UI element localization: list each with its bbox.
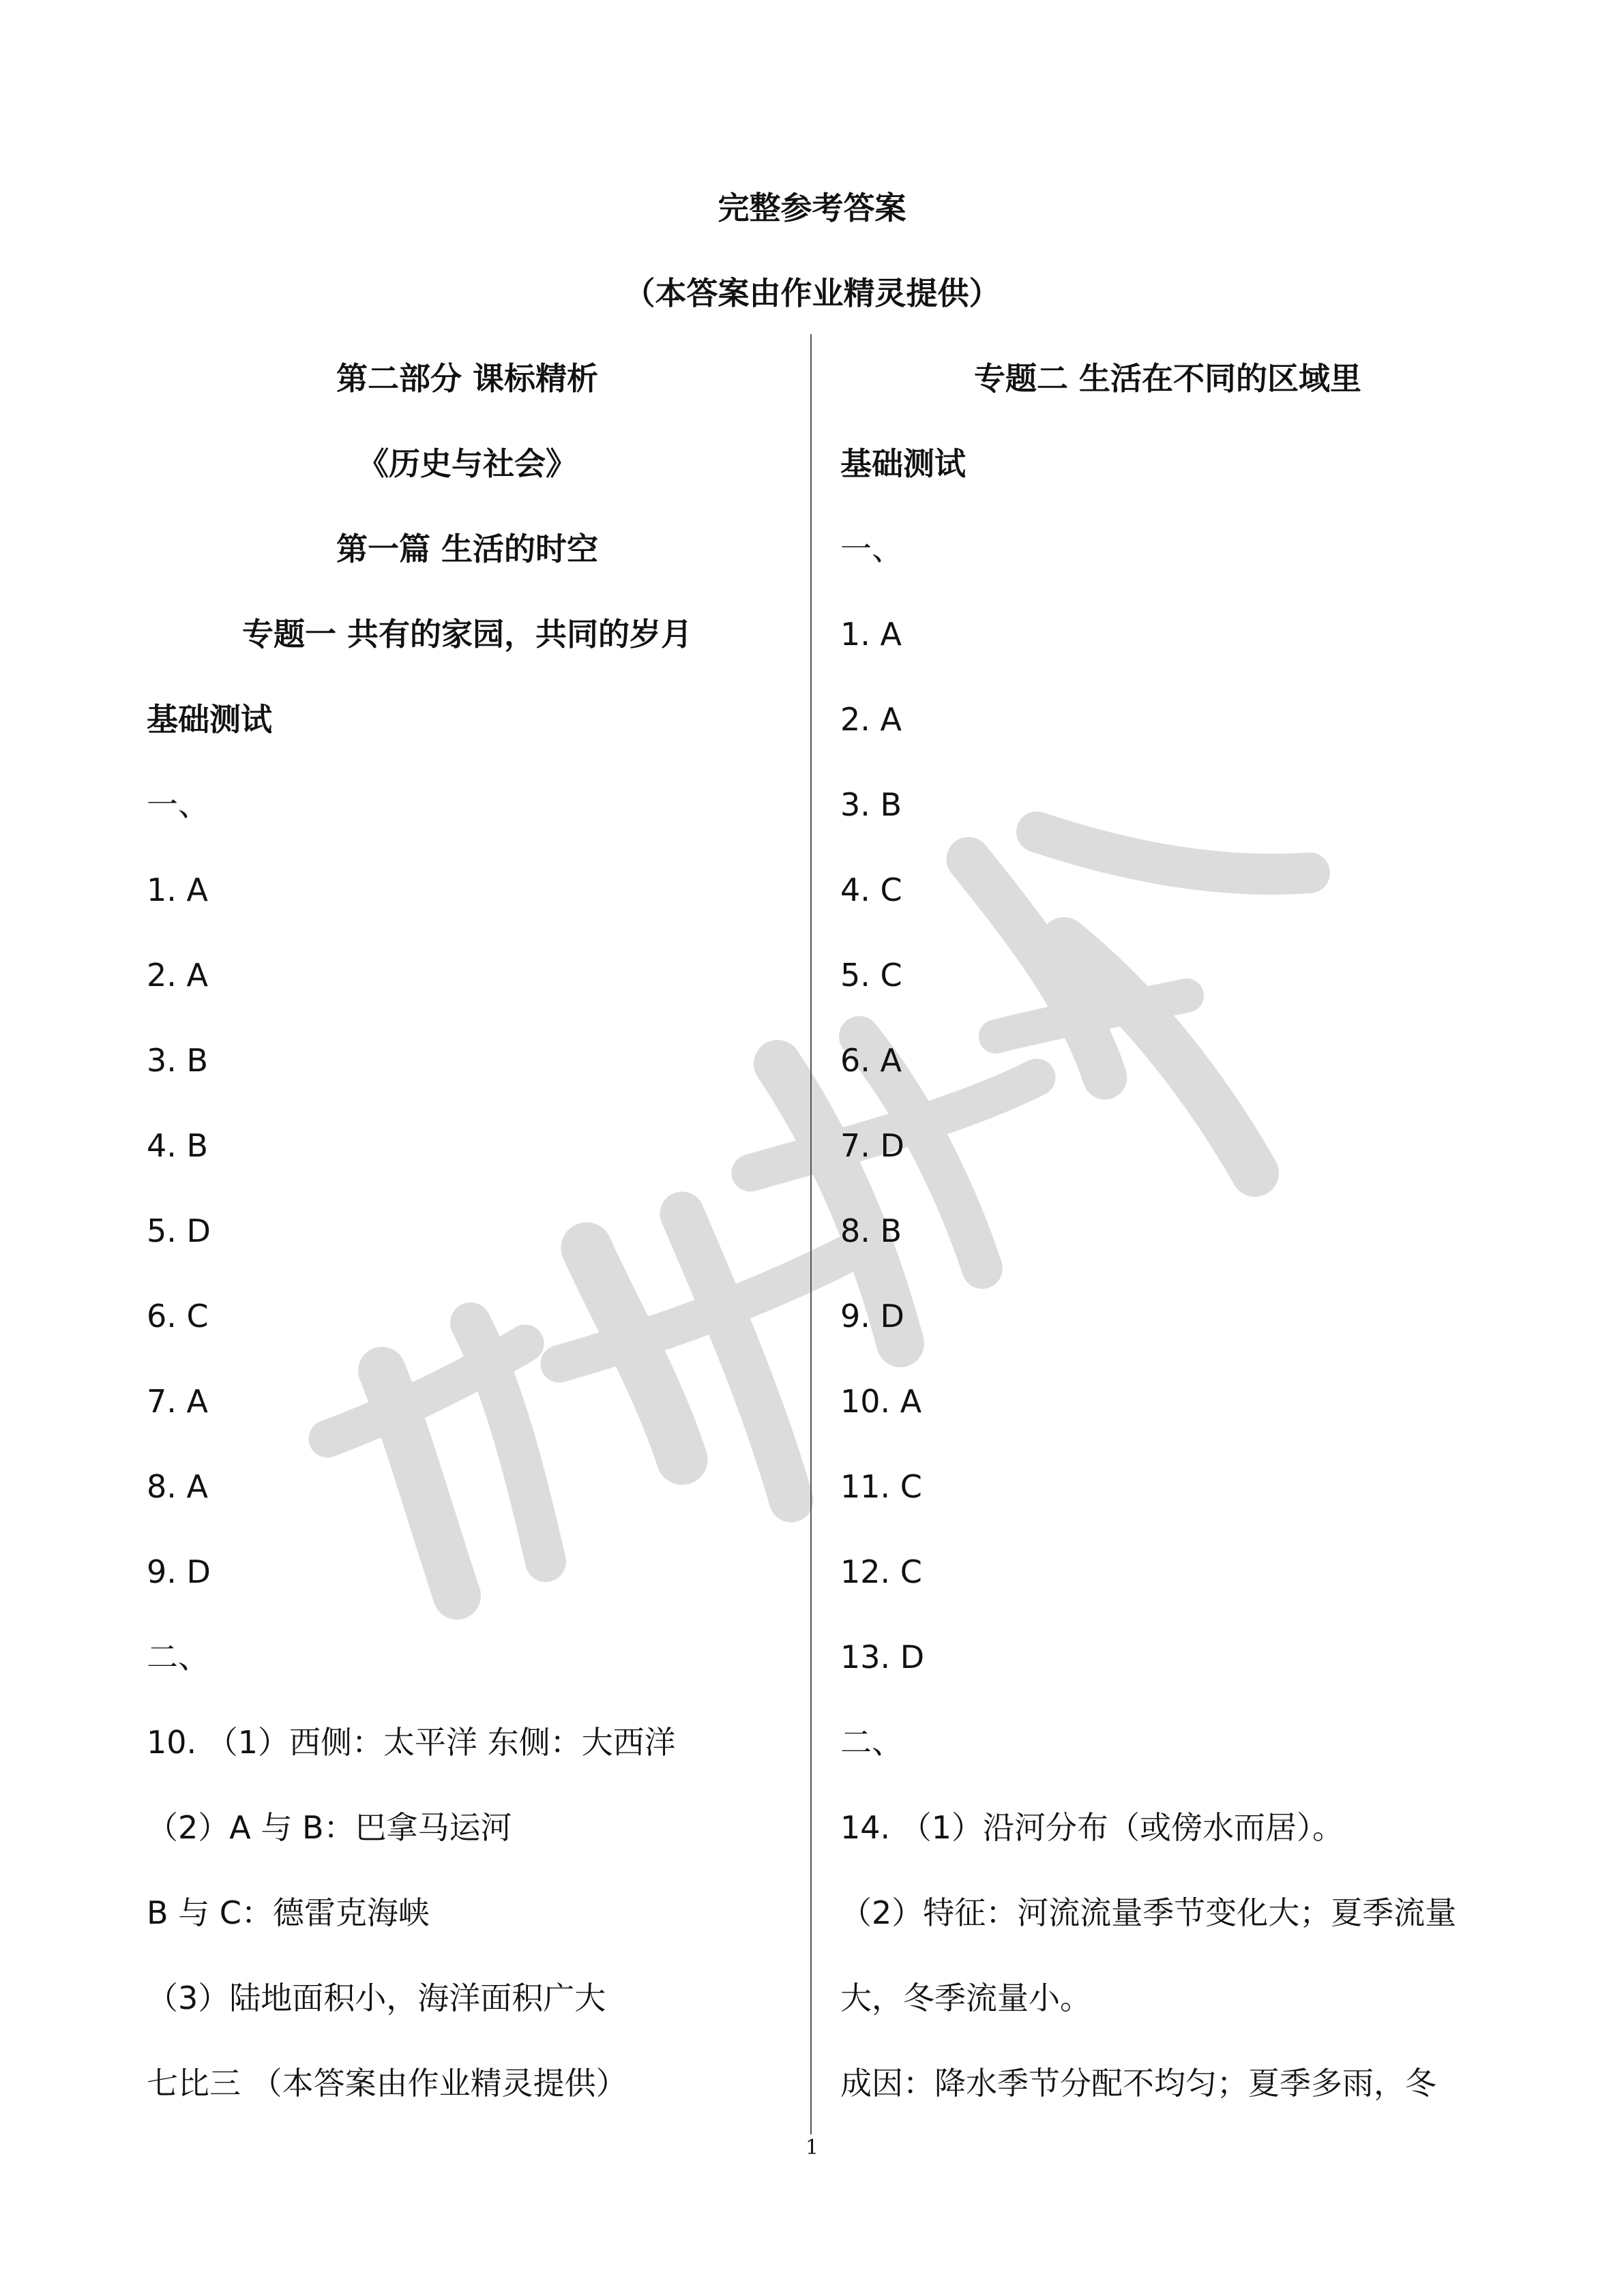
answer-text: （2）A 与 B：巴拿马运河 — [147, 1809, 512, 1846]
answer-item: 9. D — [840, 1298, 904, 1335]
answer-item: 6. C — [147, 1298, 209, 1335]
answer-item: 1. A — [147, 871, 208, 908]
column-divider — [810, 334, 812, 2134]
section-title: 第二部分 课标精析 — [336, 360, 598, 397]
answer-item: 3. B — [840, 786, 902, 823]
answer-item: 4. C — [840, 871, 902, 908]
answer-text: B 与 C：德雷克海峡 — [147, 1894, 430, 1931]
answer-text: 七比三 （本答案由作业精灵提供） — [147, 2065, 628, 2102]
answer-item: 1. A — [840, 616, 902, 653]
chapter-title: 第一篇 生活的时空 — [336, 531, 598, 567]
answer-item: 7. A — [147, 1383, 208, 1420]
answer-text: （2）特征：河流流量季节变化大；夏季流量 — [840, 1894, 1457, 1931]
answer-item: 12. C — [840, 1553, 922, 1590]
answer-item: 13. D — [840, 1639, 925, 1675]
answer-item: 4. B — [147, 1127, 209, 1164]
answer-item: 11. C — [840, 1468, 922, 1505]
topic-title: 专题二 生活在不同的区域里 — [973, 360, 1361, 397]
answer-item: 5. D — [147, 1212, 211, 1249]
answer-text: 14. （1）沿河分布（或傍水而居）。 — [840, 1809, 1344, 1846]
answer-item: 6. A — [840, 1042, 902, 1079]
left-column — [147, 358, 788, 2148]
right-column — [840, 358, 1495, 2148]
page-title: 完整参考答案 — [718, 190, 906, 226]
answer-text: （3）陆地面积小，海洋面积广大 — [147, 1980, 606, 2016]
answer-item: 8. B — [840, 1212, 902, 1249]
part-label: 一、 — [147, 786, 209, 823]
answer-text: 成因：降水季节分配不均匀；夏季多雨，冬 — [840, 2065, 1436, 2102]
answer-item: 5. C — [840, 957, 902, 994]
part-label: 二、 — [840, 1724, 903, 1761]
answer-item: 8. A — [147, 1468, 208, 1505]
answer-text: 大，冬季流量小。 — [840, 1980, 1091, 2016]
answer-item: 10. A — [840, 1383, 922, 1420]
answer-item: 7. D — [840, 1127, 904, 1164]
answer-item: 3. B — [147, 1042, 209, 1079]
book-title: 《历史与社会》 — [357, 445, 577, 482]
subsection-heading: 基础测试 — [147, 701, 272, 738]
answer-item: 9. D — [147, 1553, 211, 1590]
answer-text: 10. （1）西侧：太平洋 东侧：大西洋 — [147, 1724, 676, 1761]
answer-item: 2. A — [147, 957, 208, 994]
part-label: 二、 — [147, 1639, 209, 1675]
part-label: 一、 — [840, 531, 903, 567]
subsection-heading: 基础测试 — [840, 445, 966, 482]
page-subtitle: （本答案由作业精灵提供） — [623, 275, 1001, 312]
topic-title: 专题一 共有的家园，共同的岁月 — [241, 616, 692, 653]
answer-item: 2. A — [840, 701, 902, 738]
page-number: 1 — [805, 2136, 819, 2160]
